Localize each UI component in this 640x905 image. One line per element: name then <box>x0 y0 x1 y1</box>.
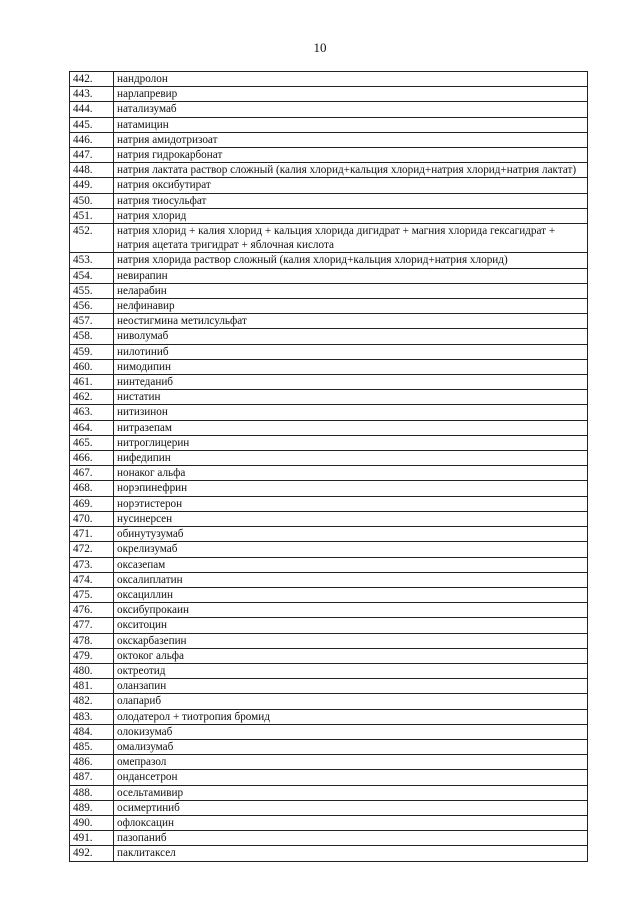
row-number: 489. <box>70 800 114 815</box>
table-row <box>70 359 588 374</box>
table-row <box>70 344 588 359</box>
row-number: 471. <box>70 527 114 542</box>
drug-name: нелфинавир <box>114 299 588 314</box>
row-number: 469. <box>70 496 114 511</box>
table-row <box>70 785 588 800</box>
table-row <box>70 542 588 557</box>
table-row <box>70 648 588 663</box>
table-row <box>70 253 588 268</box>
row-number: 488. <box>70 785 114 800</box>
table-row <box>70 193 588 208</box>
drug-name: невирапин <box>114 268 588 283</box>
drug-name: нинтеданиб <box>114 375 588 390</box>
table-row <box>70 572 588 587</box>
row-number: 476. <box>70 603 114 618</box>
row-number: 482. <box>70 694 114 709</box>
table-row <box>70 709 588 724</box>
row-number: 460. <box>70 359 114 374</box>
drug-name: натрия хлорид <box>114 208 588 223</box>
drug-name: олапариб <box>114 694 588 709</box>
drug-name: нонаког альфа <box>114 466 588 481</box>
row-number: 477. <box>70 618 114 633</box>
drug-name: олокизумаб <box>114 724 588 739</box>
table-row <box>70 800 588 815</box>
drug-name: натрия лактата раствор сложный (калия хлорид+кальция хлорид+натрия хлорид+натрия лактат) <box>114 163 588 178</box>
row-number: 475. <box>70 587 114 602</box>
table-row <box>70 102 588 117</box>
row-number: 453. <box>70 253 114 268</box>
row-number: 464. <box>70 420 114 435</box>
table-row <box>70 283 588 298</box>
drug-name: неларабин <box>114 283 588 298</box>
row-number: 449. <box>70 178 114 193</box>
table-row <box>70 496 588 511</box>
drug-name: окситоцин <box>114 618 588 633</box>
drug-name: натрия тиосульфат <box>114 193 588 208</box>
row-number: 472. <box>70 542 114 557</box>
row-number: 451. <box>70 208 114 223</box>
table-row <box>70 679 588 694</box>
drug-name: норэтистерон <box>114 496 588 511</box>
table-row <box>70 603 588 618</box>
drug-table <box>69 71 588 862</box>
table-row <box>70 618 588 633</box>
table-row <box>70 268 588 283</box>
row-number: 445. <box>70 117 114 132</box>
table-row <box>70 224 588 253</box>
table-row <box>70 375 588 390</box>
drug-name: норэпинефрин <box>114 481 588 496</box>
table-body <box>70 72 588 862</box>
drug-name: оксазепам <box>114 557 588 572</box>
table-row <box>70 770 588 785</box>
row-number: 468. <box>70 481 114 496</box>
drug-name: нитизинон <box>114 405 588 420</box>
row-number: 461. <box>70 375 114 390</box>
table-row <box>70 755 588 770</box>
drug-name: нимодипин <box>114 359 588 374</box>
row-number: 462. <box>70 390 114 405</box>
drug-name: натамицин <box>114 117 588 132</box>
drug-name: паклитаксел <box>114 846 588 861</box>
drug-name: октоког альфа <box>114 648 588 663</box>
row-number: 483. <box>70 709 114 724</box>
table-row <box>70 511 588 526</box>
drug-name: обинутузумаб <box>114 527 588 542</box>
table-row <box>70 72 588 87</box>
drug-name: октреотид <box>114 663 588 678</box>
page-number: 10 <box>313 40 327 55</box>
row-number: 466. <box>70 451 114 466</box>
table-row <box>70 587 588 602</box>
drug-name: натрия гидрокарбонат <box>114 148 588 163</box>
drug-name: натрия хлорид + калия хлорид + кальция хлорида дигидрат + магния хлорида гексагидрат + натрия ацетата тригидрат + яблочная кислота <box>114 224 588 253</box>
drug-name: осимертиниб <box>114 800 588 815</box>
drug-name: пазопаниб <box>114 831 588 846</box>
table-row <box>70 329 588 344</box>
drug-name: окскарбазепин <box>114 633 588 648</box>
table-row <box>70 299 588 314</box>
row-number: 442. <box>70 72 114 87</box>
row-number: 484. <box>70 724 114 739</box>
row-number: 456. <box>70 299 114 314</box>
row-number: 492. <box>70 846 114 861</box>
drug-name: оксациллин <box>114 587 588 602</box>
table-row <box>70 846 588 861</box>
drug-name: нандролон <box>114 72 588 87</box>
drug-name: оланзапин <box>114 679 588 694</box>
row-number: 457. <box>70 314 114 329</box>
drug-name: олодатерол + тиотропия бромид <box>114 709 588 724</box>
table-row <box>70 466 588 481</box>
table-row <box>70 163 588 178</box>
table-row <box>70 557 588 572</box>
table-row <box>70 132 588 147</box>
row-number: 490. <box>70 815 114 830</box>
table-row <box>70 405 588 420</box>
table-row <box>70 390 588 405</box>
row-number: 455. <box>70 283 114 298</box>
row-number: 485. <box>70 739 114 754</box>
table-row <box>70 178 588 193</box>
table-row <box>70 633 588 648</box>
table-row <box>70 435 588 450</box>
row-number: 474. <box>70 572 114 587</box>
drug-name: нилотиниб <box>114 344 588 359</box>
table-row <box>70 314 588 329</box>
row-number: 480. <box>70 663 114 678</box>
row-number: 465. <box>70 435 114 450</box>
drug-name: офлоксацин <box>114 815 588 830</box>
row-number: 443. <box>70 87 114 102</box>
drug-name: натрия хлорида раствор сложный (калия хлорид+кальция хлорид+натрия хлорид) <box>114 253 588 268</box>
row-number: 454. <box>70 268 114 283</box>
table-row <box>70 148 588 163</box>
drug-name: нусинерсен <box>114 511 588 526</box>
row-number: 452. <box>70 224 114 253</box>
table-row <box>70 831 588 846</box>
row-number: 481. <box>70 679 114 694</box>
table-row <box>70 481 588 496</box>
drug-name: осельтамивир <box>114 785 588 800</box>
row-number: 463. <box>70 405 114 420</box>
row-number: 478. <box>70 633 114 648</box>
drug-name: ниволумаб <box>114 329 588 344</box>
row-number: 447. <box>70 148 114 163</box>
row-number: 473. <box>70 557 114 572</box>
table-row <box>70 815 588 830</box>
drug-name: оксибупрокаин <box>114 603 588 618</box>
table-row <box>70 117 588 132</box>
table-row <box>70 87 588 102</box>
row-number: 470. <box>70 511 114 526</box>
row-number: 487. <box>70 770 114 785</box>
row-number: 486. <box>70 755 114 770</box>
row-number: 448. <box>70 163 114 178</box>
table-row <box>70 420 588 435</box>
drug-name: окрелизумаб <box>114 542 588 557</box>
drug-name: натрия амидотризоат <box>114 132 588 147</box>
table-row <box>70 451 588 466</box>
row-number: 444. <box>70 102 114 117</box>
drug-name: нифедипин <box>114 451 588 466</box>
drug-name: нистатин <box>114 390 588 405</box>
drug-name: омализумаб <box>114 739 588 754</box>
table-row <box>70 663 588 678</box>
drug-name: нитразепам <box>114 420 588 435</box>
row-number: 467. <box>70 466 114 481</box>
drug-name: оксалиплатин <box>114 572 588 587</box>
row-number: 491. <box>70 831 114 846</box>
table-row <box>70 724 588 739</box>
table-row <box>70 694 588 709</box>
table-row <box>70 208 588 223</box>
row-number: 450. <box>70 193 114 208</box>
drug-name: омепразол <box>114 755 588 770</box>
drug-name: нитроглицерин <box>114 435 588 450</box>
drug-name: неостигмина метилсульфат <box>114 314 588 329</box>
drug-name: нарлапревир <box>114 87 588 102</box>
row-number: 479. <box>70 648 114 663</box>
drug-name: натрия оксибутират <box>114 178 588 193</box>
row-number: 446. <box>70 132 114 147</box>
row-number: 459. <box>70 344 114 359</box>
row-number: 458. <box>70 329 114 344</box>
drug-name: ондансетрон <box>114 770 588 785</box>
table-row <box>70 527 588 542</box>
table-row <box>70 739 588 754</box>
drug-name: натализумаб <box>114 102 588 117</box>
